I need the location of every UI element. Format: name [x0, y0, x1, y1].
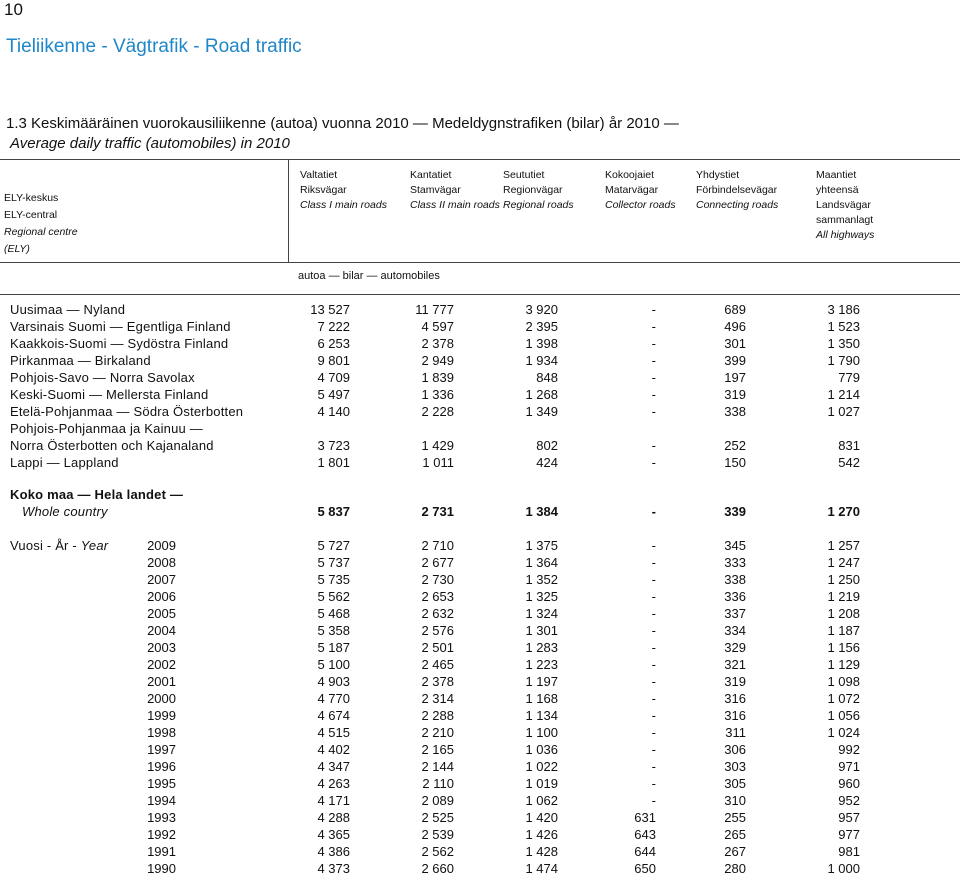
table-cell: 1 011 — [422, 455, 454, 470]
table-cell: 4 347 — [317, 759, 350, 774]
year-label: 1991 — [147, 844, 176, 859]
table-row — [0, 640, 960, 657]
table-cell: - — [651, 606, 656, 621]
region-label: Keski-Suomi — Mellersta Finland — [10, 387, 209, 402]
table-row — [0, 538, 960, 555]
year-label: 1990 — [147, 861, 176, 876]
table-cell: 1 000 — [827, 861, 860, 876]
table-row — [0, 370, 960, 387]
table-cell: 280 — [724, 861, 746, 876]
table-cell: 1 839 — [421, 370, 454, 385]
table-cell: 643 — [634, 827, 656, 842]
region-label: Varsinais Suomi — Egentliga Finland — [10, 319, 231, 334]
table-cell: 319 — [724, 387, 746, 402]
table-cell: 6 253 — [317, 336, 350, 351]
table-cell: 338 — [724, 572, 746, 587]
table-cell: - — [651, 538, 656, 553]
table-cell: 5 497 — [317, 387, 350, 402]
table-cell: 2 562 — [421, 844, 454, 859]
table-cell: 339 — [724, 504, 746, 519]
table-row — [0, 759, 960, 776]
table-row — [0, 572, 960, 589]
table-cell: 689 — [724, 302, 746, 317]
table-cell: 1 428 — [525, 844, 558, 859]
table-cell: 2 539 — [421, 827, 454, 842]
table-row — [0, 674, 960, 691]
column-header-seututiet — [503, 168, 593, 213]
table-cell: 3 723 — [317, 438, 350, 453]
table-cell: 496 — [724, 319, 746, 334]
year-label: 1999 — [147, 708, 176, 723]
table-cell: 1 019 — [525, 776, 558, 791]
table-cell: 1 250 — [827, 572, 860, 587]
table-cell: 1 024 — [827, 725, 860, 740]
table-cell: 2 314 — [421, 691, 454, 706]
table-cell: 2 110 — [422, 776, 454, 791]
table-cell: 2 089 — [421, 793, 454, 808]
table-cell: 2 525 — [421, 810, 454, 825]
table-cell: 5 562 — [317, 589, 350, 604]
header-top-rule — [0, 159, 960, 160]
column-header-sv: Stamvägar — [410, 184, 461, 196]
table-cell: 2 653 — [421, 589, 454, 604]
table-cell: 1 934 — [525, 353, 558, 368]
table-cell: 1 268 — [525, 387, 558, 402]
table-cell: 831 — [838, 438, 860, 453]
table-cell: 2 660 — [421, 861, 454, 876]
year-label: 2003 — [147, 640, 176, 655]
section-title: Tieliikenne - Vägtrafik - Road traffic — [6, 36, 302, 57]
table-cell: 1 036 — [525, 742, 558, 757]
table-cell: 957 — [838, 810, 860, 825]
column-header-kokoojaiet — [605, 168, 695, 213]
table-cell: 802 — [536, 438, 558, 453]
table-cell: 424 — [536, 455, 558, 470]
year-label: 2001 — [147, 674, 176, 689]
table-cell: 1 187 — [827, 623, 860, 638]
table-cell: 4 674 — [317, 708, 350, 723]
table-cell: 1 156 — [827, 640, 860, 655]
table-cell: 4 515 — [317, 725, 350, 740]
table-cell: - — [651, 387, 656, 402]
table-cell: - — [651, 623, 656, 638]
table-cell: 1 027 — [827, 404, 860, 419]
table-cell: 5 468 — [317, 606, 350, 621]
table-row — [0, 302, 960, 319]
table-cell: 977 — [838, 827, 860, 842]
page-number: 10 — [4, 0, 23, 19]
table-cell: 5 100 — [317, 657, 350, 672]
region-label: Norra Österbotten och Kajanaland — [10, 438, 214, 453]
table-cell: 1 134 — [525, 708, 558, 723]
year-label: 2006 — [147, 589, 176, 604]
column-header-en: Connecting roads — [696, 199, 779, 211]
column-header-sv: Riksvägar — [300, 184, 347, 196]
table-cell: 1 384 — [525, 504, 558, 519]
table-cell: - — [651, 370, 656, 385]
table-cell: - — [651, 455, 656, 470]
table-cell: 7 222 — [317, 319, 350, 334]
table-cell: 1 350 — [827, 336, 860, 351]
table-row — [0, 657, 960, 674]
table-cell: 1 283 — [525, 640, 558, 655]
table-cell: 5 358 — [317, 623, 350, 638]
table-cell: 2 378 — [421, 336, 454, 351]
column-header-maantiet — [816, 168, 896, 243]
table-cell: 319 — [724, 674, 746, 689]
table-cell: - — [651, 353, 656, 368]
total-label-row — [0, 487, 960, 504]
table-cell: 255 — [724, 810, 746, 825]
year-label: 2009 — [147, 538, 176, 553]
table-cell: 334 — [724, 623, 746, 638]
table-cell: 4 288 — [317, 810, 350, 825]
table-cell: 971 — [838, 759, 860, 774]
table-cell: 338 — [724, 404, 746, 419]
table-cell: - — [651, 438, 656, 453]
table-row — [0, 336, 960, 353]
table-cell: 2 730 — [421, 572, 454, 587]
table-cell: 316 — [724, 708, 746, 723]
table-cell: - — [651, 674, 656, 689]
table-cell: 3 186 — [827, 302, 860, 317]
table-cell: 542 — [838, 455, 860, 470]
table-cell: 631 — [634, 810, 656, 825]
table-cell: 1 257 — [827, 538, 860, 553]
table-cell: 2 144 — [421, 759, 454, 774]
table-cell: 345 — [724, 538, 746, 553]
table-row — [0, 810, 960, 827]
table-cell: 2 228 — [421, 404, 454, 419]
table-cell: 9 801 — [317, 353, 350, 368]
table-row — [0, 776, 960, 793]
table-cell: 4 709 — [317, 370, 350, 385]
table-cell: 1 523 — [827, 319, 860, 334]
region-label: Pohjois-Savo — Norra Savolax — [10, 370, 195, 385]
table-cell: 2 395 — [525, 319, 558, 334]
table-title: 1.3 Keskimääräinen vuorokausiliikenne (autoa) vuonna 2010 — Medeldygnstrafiken (bilar) år 2010 — — [6, 115, 679, 132]
table-cell: - — [651, 725, 656, 740]
table-cell: 2 378 — [421, 674, 454, 689]
table-cell: 5 735 — [317, 572, 350, 587]
table-cell: 316 — [724, 691, 746, 706]
total-row — [0, 504, 960, 521]
table-cell: 303 — [724, 759, 746, 774]
table-cell: - — [651, 572, 656, 587]
units-bottom-rule — [0, 294, 960, 295]
row-header-fi: ELY-keskus — [4, 192, 59, 204]
table-cell: 311 — [725, 725, 746, 740]
table-cell: - — [651, 319, 656, 334]
header-bottom-rule — [0, 262, 960, 263]
table-cell: 197 — [724, 370, 746, 385]
table-cell: 2 288 — [421, 708, 454, 723]
table-cell: 1 352 — [525, 572, 558, 587]
table-cell: 4 365 — [317, 827, 350, 842]
table-row — [0, 793, 960, 810]
column-header-en: Regional roads — [503, 199, 574, 211]
table-cell: - — [651, 793, 656, 808]
table-cell: 2 731 — [421, 504, 454, 519]
table-cell: - — [651, 759, 656, 774]
region-label: Pirkanmaa — Birkaland — [10, 353, 151, 368]
column-header-fi: Valtatiet — [300, 169, 338, 181]
table-cell: 267 — [724, 844, 746, 859]
year-label: 2007 — [147, 572, 176, 587]
table-row — [0, 589, 960, 606]
column-header-en: All highways — [816, 229, 875, 241]
total-label: Koko maa — Hela landet — — [10, 487, 184, 502]
table-cell: 4 373 — [317, 861, 350, 876]
table-cell: 1 168 — [525, 691, 558, 706]
table-cell: 1 364 — [525, 555, 558, 570]
table-cell: 1 223 — [525, 657, 558, 672]
table-cell: 2 632 — [421, 606, 454, 621]
table-cell: 960 — [838, 776, 860, 791]
table-row — [0, 606, 960, 623]
table-row — [0, 455, 960, 472]
table-cell: 310 — [724, 793, 746, 808]
table-cell: 301 — [724, 336, 746, 351]
table-cell: - — [651, 555, 656, 570]
table-cell: 1 270 — [827, 504, 860, 519]
table-row — [0, 742, 960, 759]
table-cell: 1 426 — [525, 827, 558, 842]
table-cell: 5 187 — [317, 640, 350, 655]
table-cell: - — [651, 640, 656, 655]
column-header-fi: Yhdystiet — [696, 169, 740, 181]
column-header-yhdystiet — [696, 168, 796, 213]
table-cell: 5 837 — [317, 504, 350, 519]
table-cell: - — [651, 776, 656, 791]
table-cell: 779 — [838, 370, 860, 385]
table-cell: - — [651, 589, 656, 604]
table-cell: 4 402 — [317, 742, 350, 757]
column-header-sv: Förbindelsevägar — [696, 184, 778, 196]
region-label: Kaakkois-Suomi — Sydöstra Finland — [10, 336, 229, 351]
table-row — [0, 387, 960, 404]
table-cell: 321 — [724, 657, 746, 672]
row-header-sv: ELY-central — [4, 209, 58, 221]
table-row — [0, 861, 960, 878]
table-cell: 4 770 — [317, 691, 350, 706]
table-cell: 1 214 — [827, 387, 860, 402]
table-cell: 981 — [838, 844, 860, 859]
table-cell: 150 — [724, 455, 746, 470]
table-cell: 952 — [838, 793, 860, 808]
years-label-fi-sv: Vuosi - År - — [10, 538, 81, 553]
table-cell: 1 247 — [827, 555, 860, 570]
table-row — [0, 623, 960, 640]
table-cell: 2 501 — [421, 640, 454, 655]
row-header-abbr: (ELY) — [4, 243, 30, 255]
column-header-en: Class II main roads — [410, 199, 500, 211]
table-cell: 5 737 — [317, 555, 350, 570]
table-cell: 1 098 — [827, 674, 860, 689]
table-cell: 1 375 — [525, 538, 558, 553]
table-subtitle: Average daily traffic (automobiles) in 2010 — [10, 135, 290, 152]
row-header — [4, 190, 78, 258]
table-cell: 252 — [724, 438, 746, 453]
table-cell: 4 386 — [317, 844, 350, 859]
column-header-fi: Maantiet yhteensä — [816, 169, 859, 196]
table-cell: - — [651, 504, 656, 519]
table-cell: 399 — [724, 353, 746, 368]
column-header-sv: Matarvägar — [605, 184, 659, 196]
table-cell: 2 949 — [421, 353, 454, 368]
table-cell: 329 — [724, 640, 746, 655]
table-cell: 2 710 — [421, 538, 454, 553]
table-cell: 2 576 — [421, 623, 454, 638]
table-row — [0, 725, 960, 742]
table-row — [0, 844, 960, 861]
column-header-sv: Regionvägar — [503, 184, 563, 196]
table-cell: 644 — [634, 844, 656, 859]
table-cell: 1 801 — [317, 455, 350, 470]
table-cell: 1 219 — [827, 589, 860, 604]
table-cell: 336 — [724, 589, 746, 604]
year-label: 1994 — [147, 793, 176, 808]
table-cell: 1 398 — [525, 336, 558, 351]
region-label: Etelä-Pohjanmaa — Södra Österbotten — [10, 404, 244, 419]
table-cell: 2 210 — [421, 725, 454, 740]
table-cell: 11 777 — [415, 302, 454, 317]
column-header-valtatiet — [300, 168, 390, 213]
table-cell: 1 129 — [827, 657, 860, 672]
table-cell: 4 263 — [317, 776, 350, 791]
column-header-fi: Kokoojaiet — [605, 169, 655, 181]
table-cell: - — [651, 691, 656, 706]
table-cell: - — [651, 708, 656, 723]
table-cell: 4 140 — [317, 404, 350, 419]
year-label: 2002 — [147, 657, 176, 672]
year-label: 2000 — [147, 691, 176, 706]
years-label — [10, 538, 108, 553]
table-cell: 4 903 — [317, 674, 350, 689]
region-label: Pohjois-Pohjanmaa ja Kainuu — — [10, 421, 203, 436]
year-label: 2008 — [147, 555, 176, 570]
table-cell: 2 677 — [421, 555, 454, 570]
year-label: 1995 — [147, 776, 176, 791]
column-header-sv: Landsvägar sammanlagt — [816, 199, 874, 226]
table-row — [0, 404, 960, 421]
table-cell: - — [651, 302, 656, 317]
region-label: Uusimaa — Nyland — [10, 302, 126, 317]
table-row — [0, 421, 960, 438]
column-header-fi: Seututiet — [503, 169, 545, 181]
year-label: 1998 — [147, 725, 176, 740]
table-row — [0, 438, 960, 455]
table-cell: 4 171 — [317, 793, 350, 808]
table-row — [0, 708, 960, 725]
table-cell: 1 062 — [525, 793, 558, 808]
table-cell: 1 349 — [525, 404, 558, 419]
table-cell: 1 325 — [525, 589, 558, 604]
header-column-divider — [288, 159, 289, 262]
column-header-en: Class I main roads — [300, 199, 387, 211]
table-cell: - — [651, 657, 656, 672]
table-row — [0, 827, 960, 844]
units-label: autoa — bilar — automobiles — [298, 270, 440, 282]
column-header-kantatiet — [410, 168, 500, 213]
table-cell: 1 197 — [525, 674, 558, 689]
region-label: Lappi — Lappland — [10, 455, 119, 470]
table-cell: 2 465 — [421, 657, 454, 672]
table-row — [0, 691, 960, 708]
column-header-en: Collector roads — [605, 199, 676, 211]
table-row — [0, 319, 960, 336]
table-cell: 5 727 — [317, 538, 350, 553]
years-label-en: Year — [80, 538, 109, 553]
table-cell: 1 022 — [525, 759, 558, 774]
table-cell: 992 — [838, 742, 860, 757]
table-cell: 1 072 — [827, 691, 860, 706]
table-cell: 650 — [634, 861, 656, 876]
table-row — [0, 555, 960, 572]
table-cell: 848 — [536, 370, 558, 385]
year-label: 2005 — [147, 606, 176, 621]
table-cell: 1 324 — [525, 606, 558, 621]
table-cell: 2 165 — [421, 742, 454, 757]
table-cell: 265 — [724, 827, 746, 842]
table-cell: 1 100 — [525, 725, 558, 740]
table-cell: 1 208 — [827, 606, 860, 621]
table-cell: 333 — [724, 555, 746, 570]
year-label: 1992 — [147, 827, 176, 842]
table-cell: 337 — [724, 606, 746, 621]
table-cell: - — [651, 336, 656, 351]
year-label: 1993 — [147, 810, 176, 825]
table-cell: 1 420 — [525, 810, 558, 825]
table-row — [0, 353, 960, 370]
table-cell: 1 429 — [421, 438, 454, 453]
table-cell: 1 790 — [827, 353, 860, 368]
table-cell: 1 056 — [827, 708, 860, 723]
table-cell: - — [651, 404, 656, 419]
year-label: 2004 — [147, 623, 176, 638]
table-cell: - — [651, 742, 656, 757]
table-cell: 305 — [724, 776, 746, 791]
year-label: 1996 — [147, 759, 176, 774]
year-label: 1997 — [147, 742, 176, 757]
total-label-en: Whole country — [22, 504, 108, 519]
table-cell: 4 597 — [421, 319, 454, 334]
table-cell: 3 920 — [525, 302, 558, 317]
table-cell: 1 301 — [525, 623, 558, 638]
table-cell: 306 — [724, 742, 746, 757]
table-cell: 1 336 — [421, 387, 454, 402]
table-cell: 13 527 — [310, 302, 350, 317]
column-header-fi: Kantatiet — [410, 169, 452, 181]
table-cell: 1 474 — [525, 861, 558, 876]
row-header-en: Regional centre — [4, 226, 78, 238]
